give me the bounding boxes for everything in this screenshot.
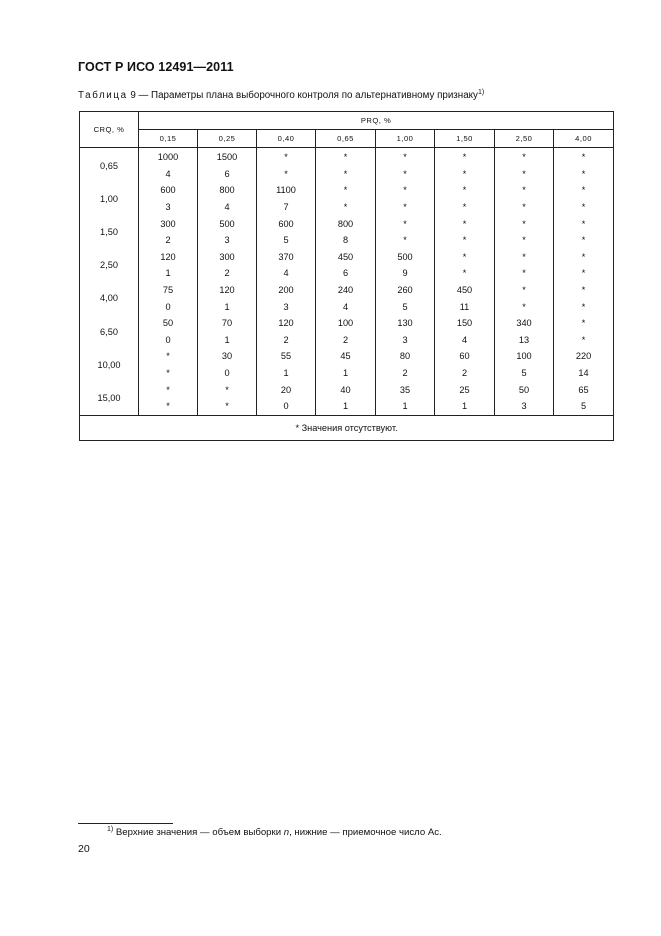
sample-size-cell: 100 — [316, 315, 376, 332]
acceptance-number-cell: 1 — [316, 398, 376, 415]
acceptance-number-cell: 0 — [139, 298, 198, 315]
sample-size-cell: * — [435, 249, 495, 266]
table-row-upper — [80, 148, 614, 166]
table-caption-label: Таблица — [78, 90, 128, 101]
footnote — [107, 827, 442, 838]
table-row-upper — [80, 182, 614, 199]
acceptance-number-cell: 7 — [257, 199, 316, 216]
acceptance-number-cell: * — [554, 232, 614, 249]
sample-size-cell: * — [316, 148, 376, 166]
acceptance-number-cell: * — [139, 398, 198, 415]
sample-size-cell: 150 — [435, 315, 495, 332]
acceptance-number-cell: 1 — [376, 398, 435, 415]
acceptance-number-cell: 13 — [495, 332, 554, 349]
footnote-var-n: n — [283, 827, 290, 838]
sample-size-cell: 40 — [316, 381, 376, 398]
acceptance-number-cell: 3 — [139, 199, 198, 216]
table-caption-number: 9 — [130, 90, 136, 101]
prq-value-cell: 0,15 — [139, 130, 198, 148]
acceptance-number-cell: 4 — [435, 332, 495, 349]
sample-size-cell: 500 — [376, 249, 435, 266]
sample-size-cell: 200 — [257, 282, 316, 299]
acceptance-number-cell: 0 — [139, 332, 198, 349]
sample-size-cell: * — [435, 215, 495, 232]
acceptance-number-cell: 1 — [435, 398, 495, 415]
sample-size-cell: * — [139, 381, 198, 398]
acceptance-number-cell: 4 — [198, 199, 257, 216]
acceptance-number-cell: 6 — [316, 265, 376, 282]
acceptance-number-cell: * — [198, 398, 257, 415]
prq-value-cell: 4,00 — [554, 130, 614, 148]
acceptance-number-cell: * — [495, 265, 554, 282]
sample-size-cell: 370 — [257, 249, 316, 266]
sample-size-cell: * — [139, 348, 198, 365]
acceptance-number-cell: * — [435, 265, 495, 282]
table-row-upper — [80, 282, 614, 299]
table-note-row — [80, 415, 614, 440]
acceptance-number-cell: * — [495, 199, 554, 216]
crq-header: CRQ, % — [80, 112, 139, 148]
prq-header: PRQ, % — [139, 112, 614, 130]
sample-size-cell: 1500 — [198, 148, 257, 166]
acceptance-number-cell: * — [316, 199, 376, 216]
table-row-lower — [80, 365, 614, 382]
table-caption-footnote-ref: 1) — [477, 89, 485, 96]
sample-size-cell: 1100 — [257, 182, 316, 199]
sample-size-cell: 70 — [198, 315, 257, 332]
acceptance-number-cell: 2 — [139, 232, 198, 249]
sample-size-cell: 220 — [554, 348, 614, 365]
table-row-lower — [80, 398, 614, 415]
sample-size-cell: * — [554, 148, 614, 166]
sampling-plan-table — [79, 111, 614, 441]
table-row-lower — [80, 232, 614, 249]
acceptance-number-cell: * — [376, 199, 435, 216]
acceptance-number-cell: 4 — [316, 298, 376, 315]
sample-size-cell: 60 — [435, 348, 495, 365]
sample-size-cell: * — [495, 282, 554, 299]
sample-size-cell: 500 — [198, 215, 257, 232]
table-note: * Значения отсутствуют. — [80, 415, 614, 440]
acceptance-number-cell: * — [316, 166, 376, 183]
acceptance-number-cell: * — [376, 166, 435, 183]
acceptance-number-cell: 5 — [257, 232, 316, 249]
sample-size-cell: 240 — [316, 282, 376, 299]
sample-size-cell: * — [257, 148, 316, 166]
sample-size-cell: 450 — [435, 282, 495, 299]
sample-size-cell: 600 — [257, 215, 316, 232]
acceptance-number-cell: 3 — [257, 298, 316, 315]
acceptance-number-cell: 2 — [198, 265, 257, 282]
sample-size-cell: * — [198, 381, 257, 398]
crq-value-cell: 1,00 — [80, 182, 139, 215]
sample-size-cell: * — [554, 315, 614, 332]
sample-size-cell: 30 — [198, 348, 257, 365]
sample-size-cell: * — [554, 282, 614, 299]
sample-size-cell: * — [495, 249, 554, 266]
table-row-lower — [80, 199, 614, 216]
acceptance-number-cell: 2 — [435, 365, 495, 382]
sample-size-cell: 50 — [139, 315, 198, 332]
acceptance-number-cell: 11 — [435, 298, 495, 315]
acceptance-number-cell: 2 — [257, 332, 316, 349]
document-header: ГОСТ Р ИСО 12491—2011 — [78, 60, 234, 74]
sample-size-cell: * — [316, 182, 376, 199]
sample-size-cell: 130 — [376, 315, 435, 332]
acceptance-number-cell: * — [435, 166, 495, 183]
sample-size-cell: * — [554, 182, 614, 199]
acceptance-number-cell: 4 — [257, 265, 316, 282]
footnote-text-2: , нижние — приемочное число Ac. — [289, 827, 442, 838]
acceptance-number-cell: 3 — [376, 332, 435, 349]
acceptance-number-cell: 5 — [495, 365, 554, 382]
sample-size-cell: 120 — [198, 282, 257, 299]
acceptance-number-cell: 4 — [139, 166, 198, 183]
sample-size-cell: 80 — [376, 348, 435, 365]
footnote-text: Верхние значения — объем выборки — [113, 827, 284, 838]
table-caption-text: — Параметры плана выборочного контроля по альтернативному признаку — [135, 90, 478, 101]
acceptance-number-cell: 14 — [554, 365, 614, 382]
prq-value-cell: 2,50 — [495, 130, 554, 148]
prq-value-cell: 0,65 — [316, 130, 376, 148]
sample-size-cell: 25 — [435, 381, 495, 398]
prq-values-row — [80, 130, 614, 148]
table-row-upper — [80, 348, 614, 365]
prq-value-cell: 1,50 — [435, 130, 495, 148]
acceptance-number-cell: 1 — [198, 298, 257, 315]
prq-value-cell: 0,40 — [257, 130, 316, 148]
sample-size-cell: * — [435, 148, 495, 166]
sample-size-cell: * — [495, 148, 554, 166]
crq-value-cell: 0,65 — [80, 148, 139, 183]
sample-size-cell: 300 — [198, 249, 257, 266]
sample-size-cell: 45 — [316, 348, 376, 365]
acceptance-number-cell: 2 — [316, 332, 376, 349]
table-row-upper — [80, 315, 614, 332]
table-row-upper — [80, 249, 614, 266]
acceptance-number-cell: 1 — [257, 365, 316, 382]
acceptance-number-cell: * — [376, 232, 435, 249]
acceptance-number-cell: 0 — [198, 365, 257, 382]
acceptance-number-cell: * — [495, 298, 554, 315]
acceptance-number-cell: 6 — [198, 166, 257, 183]
sample-size-cell: * — [495, 215, 554, 232]
sample-size-cell: 340 — [495, 315, 554, 332]
acceptance-number-cell: 1 — [139, 265, 198, 282]
acceptance-number-cell: 3 — [495, 398, 554, 415]
acceptance-number-cell: * — [257, 166, 316, 183]
acceptance-number-cell: 0 — [257, 398, 316, 415]
sample-size-cell: 450 — [316, 249, 376, 266]
table-row-lower — [80, 332, 614, 349]
table-header-row — [80, 112, 614, 130]
acceptance-number-cell: * — [554, 332, 614, 349]
sample-size-cell: 120 — [139, 249, 198, 266]
sample-size-cell: 600 — [139, 182, 198, 199]
sample-size-cell: 35 — [376, 381, 435, 398]
acceptance-number-cell: * — [554, 199, 614, 216]
acceptance-number-cell: 9 — [376, 265, 435, 282]
sample-size-cell: 20 — [257, 381, 316, 398]
table-row-lower — [80, 265, 614, 282]
sample-size-cell: 100 — [495, 348, 554, 365]
acceptance-number-cell: * — [495, 232, 554, 249]
sample-size-cell: * — [554, 249, 614, 266]
sample-size-cell: * — [554, 215, 614, 232]
acceptance-number-cell: 5 — [376, 298, 435, 315]
table-row-upper — [80, 215, 614, 232]
table-caption — [78, 90, 484, 101]
crq-value-cell: 6,50 — [80, 315, 139, 348]
acceptance-number-cell: 5 — [554, 398, 614, 415]
acceptance-number-cell: 2 — [376, 365, 435, 382]
sample-size-cell: 300 — [139, 215, 198, 232]
sample-size-cell: 120 — [257, 315, 316, 332]
sample-size-cell: * — [376, 182, 435, 199]
table-row-lower — [80, 166, 614, 183]
acceptance-number-cell: * — [435, 199, 495, 216]
table-row-upper — [80, 381, 614, 398]
sample-size-cell: 800 — [198, 182, 257, 199]
sample-size-cell: * — [376, 148, 435, 166]
crq-value-cell: 1,50 — [80, 215, 139, 248]
acceptance-number-cell: * — [554, 166, 614, 183]
crq-value-cell: 2,50 — [80, 249, 139, 282]
sample-size-cell: 65 — [554, 381, 614, 398]
crq-value-cell: 4,00 — [80, 282, 139, 315]
prq-value-cell: 1,00 — [376, 130, 435, 148]
prq-value-cell: 0,25 — [198, 130, 257, 148]
sample-size-cell: 50 — [495, 381, 554, 398]
sample-size-cell: * — [435, 182, 495, 199]
acceptance-number-cell: * — [554, 298, 614, 315]
sample-size-cell: 55 — [257, 348, 316, 365]
acceptance-number-cell: 8 — [316, 232, 376, 249]
acceptance-number-cell: * — [495, 166, 554, 183]
sample-size-cell: 75 — [139, 282, 198, 299]
acceptance-number-cell: * — [139, 365, 198, 382]
sample-size-cell: * — [495, 182, 554, 199]
table-row-lower — [80, 298, 614, 315]
sample-size-cell: 800 — [316, 215, 376, 232]
crq-value-cell: 15,00 — [80, 381, 139, 415]
sample-size-cell: * — [376, 215, 435, 232]
acceptance-number-cell: * — [554, 265, 614, 282]
sample-size-cell: 1000 — [139, 148, 198, 166]
sample-size-cell: 260 — [376, 282, 435, 299]
acceptance-number-cell: 1 — [316, 365, 376, 382]
acceptance-number-cell: * — [435, 232, 495, 249]
crq-value-cell: 10,00 — [80, 348, 139, 381]
acceptance-number-cell: 1 — [198, 332, 257, 349]
footnote-ref: 1) — [107, 826, 114, 833]
footnote-separator — [78, 823, 173, 824]
page-number: 20 — [78, 843, 90, 855]
acceptance-number-cell: 3 — [198, 232, 257, 249]
